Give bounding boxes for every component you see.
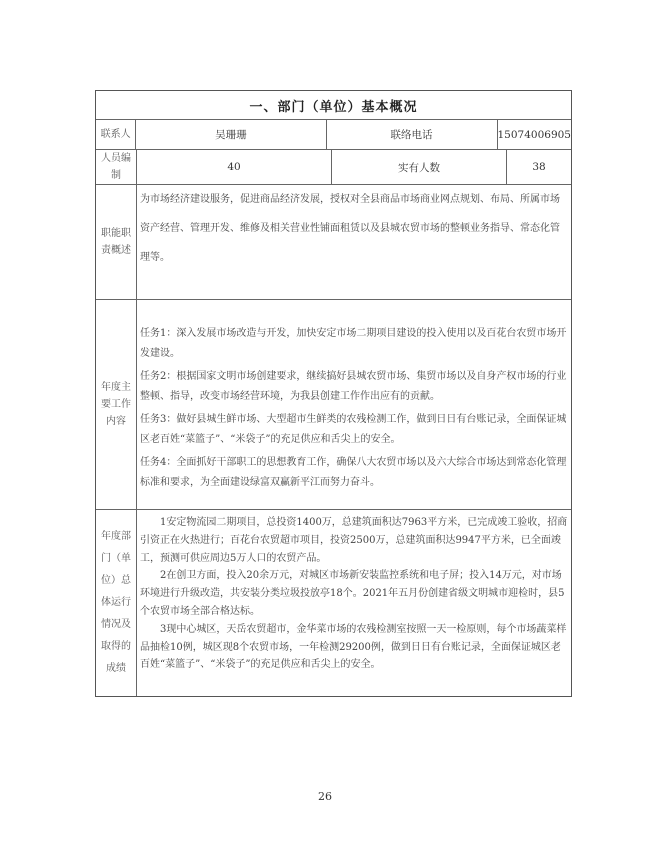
annual-work-row (96, 299, 571, 509)
staff-value: 40 (136, 150, 331, 184)
staff-row (96, 149, 571, 184)
performance-item-3: 3现中心城区，天岳农贸超市，金华菜市场的农残检测室按照一天一检原则，每个市场蔬菜样品抽检10例，城区现8个农贸市场，一年检测29200例，做到日日有台账记录，全面保证城区老百姓“菜篮子”、“米袋子”的充足供应和舌尖上的安全。 (140, 623, 567, 671)
performance-item-2: 2在创卫方面，投入20余万元，对城区市场新安装监控系统和电子屏；投入14万元，对市场环境进行升级改造，共安装分类垃圾投放亭18个。2021年五月份创建省级文明城市迎检时，县5个农贸市场全部合格达标。 (140, 570, 565, 617)
duties-label: 职能职责概述 (101, 228, 131, 256)
duties-text-cell (136, 185, 571, 299)
task-3: 任务3：做好县城生鲜市场、大型超市生鲜类的农残检测工作，做到日日有台账记录，全面保证城区老百姓“菜篮子”、“米袋子”的充足供应和舌尖上的安全。 (140, 414, 567, 445)
performance-label: 年度部门（单位）总体运行情况及取得的成绩 (101, 531, 131, 674)
actual-value: 38 (506, 150, 571, 184)
actual-label: 实有人数 (331, 150, 506, 184)
staff-label: 人员编制 (101, 153, 131, 181)
performance-item-1: 1安定物流园二期项目，总投资1400万，总建筑面积达7963平方米，已完成竣工验收，招商引资正在火热进行；百花台农贸超市项目，投资2500万，总建筑面积达9947平方米，已全面竣工，预测可供应周边5万人口的农贸产品。 (140, 517, 568, 564)
phone-label: 联络电话 (326, 120, 497, 149)
contact-value: 吴珊珊 (135, 120, 325, 149)
annual-work-label: 年度主要工作内容 (101, 382, 131, 427)
performance-row (96, 509, 571, 696)
annual-work-cell (136, 300, 571, 509)
duties-row (96, 184, 571, 299)
basic-info-table (95, 90, 572, 697)
duties-text: 为市场经济建设服务，促进商品经济发展，授权对全县商品市场商业网点规划、布局、所属市场资产经营、管理开发、维修及相关营业性铺面租赁以及县城农贸市场的整顿业务指导、常态化管理等。 (140, 194, 560, 263)
title-row (96, 91, 571, 119)
task-4: 任务4：全面抓好干部职工的思想教育工作，确保八大农贸市场以及六大综合市场达到常态化管理标准和要求，为全面建设绿富双赢新平江而努力奋斗。 (140, 457, 567, 488)
performance-cell (136, 510, 571, 696)
phone-value: 15074006905 (497, 120, 572, 149)
page-number: 26 (318, 790, 332, 803)
contact-label: 联系人 (100, 129, 131, 140)
task-2: 任务2：根据国家文明市场创建要求，继续搞好县城农贸市场、集贸市场以及自身产权市场的行业整顿、指导，改变市场经营环境，为我县创建工作作出应有的贡献。 (140, 371, 567, 402)
task-1: 任务1：深入发展市场改造与开发，加快安定市场二期项目建设的投入使用以及百花台农贸市场开发建设。 (140, 328, 567, 359)
contact-row (96, 119, 571, 149)
section-title: 一、部门（单位）基本概况 (249, 99, 418, 115)
